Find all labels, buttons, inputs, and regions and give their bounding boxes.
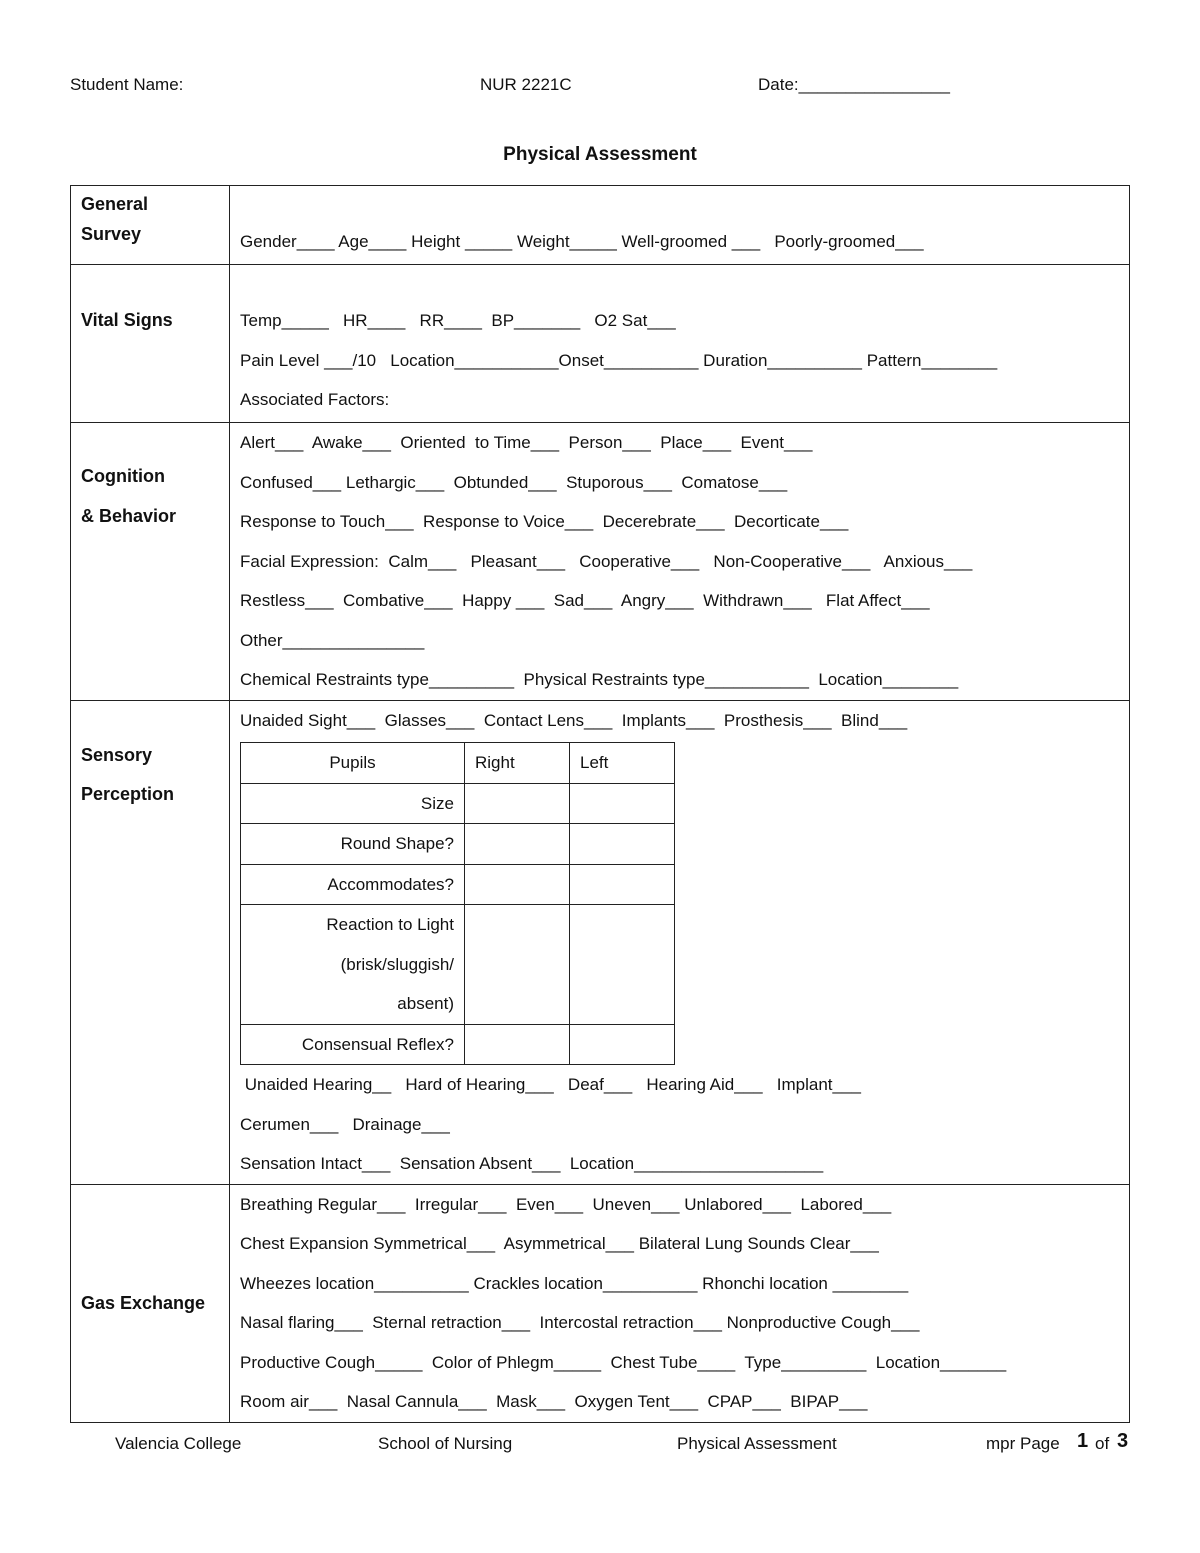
consciousness-line[interactable]: Confused___ Lethargic___ Obtunded___ Stuporous___ Comatose___	[240, 472, 788, 492]
chest-expansion-line[interactable]: Chest Expansion Symmetrical___ Asymmetrical___ Bilateral Lung Sounds Clear___	[240, 1234, 879, 1253]
vital-signs-content[interactable]	[230, 265, 1130, 423]
consensual-right-cell[interactable]	[465, 1024, 570, 1065]
affect-line[interactable]: Restless___ Combative___ Happy ___ Sad___ Angry___ Withdrawn___ Flat Affect___	[240, 591, 930, 610]
gas-exchange-row	[71, 1184, 1130, 1422]
consensual-left-cell[interactable]	[570, 1024, 675, 1065]
page-title: Physical Assessment	[503, 144, 697, 165]
general-survey-line[interactable]: Gender____ Age____ Height _____ Weight_____ Well-groomed ___ Poorly-groomed___	[240, 232, 924, 251]
other-line[interactable]: Other_______________	[240, 630, 425, 650]
hearing-line[interactable]: Unaided Hearing__ Hard of Hearing___ Deaf___ Hearing Aid___ Implant___	[240, 1075, 861, 1094]
footer-page-number: 1	[1077, 1430, 1089, 1452]
reaction-label-2: (brisk/sluggish/	[340, 954, 454, 974]
cerumen-line[interactable]: Cerumen___ Drainage___	[240, 1114, 450, 1134]
general-survey-content[interactable]	[230, 186, 1130, 265]
vital-signs-line[interactable]: Temp_____ HR____ RR____ BP_______ O2 Sat___	[240, 311, 676, 330]
consensual-label: Consensual Reflex?	[301, 1034, 454, 1054]
cognition-content[interactable]	[230, 423, 1130, 701]
footer-college: Valencia College	[115, 1434, 242, 1453]
accommodates-label: Accommodates?	[327, 874, 454, 894]
reaction-left-cell[interactable]	[570, 905, 675, 1025]
footer-of: of	[1095, 1434, 1110, 1453]
footer-doc-title: Physical Assessment	[677, 1434, 837, 1453]
pupils-header: Pupils	[329, 753, 376, 772]
pain-line[interactable]: Pain Level ___/10 Location___________Onset__________ Duration__________ Pattern________	[240, 350, 998, 370]
accommodates-right-cell[interactable]	[465, 864, 570, 905]
reaction-label-3: absent)	[397, 994, 454, 1013]
footer-page-total: 3	[1117, 1430, 1129, 1452]
lung-sounds-line[interactable]: Wheezes location__________ Crackles location__________ Rhonchi location ________	[240, 1273, 909, 1293]
response-line[interactable]: Response to Touch___ Response to Voice___ Decerebrate___ Decorticate___	[240, 512, 849, 531]
table-row	[241, 824, 675, 865]
gas-exchange-label: Gas Exchange	[71, 1184, 230, 1422]
vision-line[interactable]: Unaided Sight___ Glasses___ Contact Lens___ Implants___ Prosthesis___ Blind___	[240, 710, 908, 730]
cough-line[interactable]: Productive Cough_____ Color of Phlegm_____ Chest Tube____ Type_________ Location_______	[240, 1352, 1007, 1372]
table-row	[241, 864, 675, 905]
sensory-row	[71, 700, 1130, 1184]
reaction-label-1: Reaction to Light	[326, 915, 454, 934]
assessment-table	[70, 185, 1130, 1423]
left-header: Left	[580, 753, 609, 772]
retraction-line[interactable]: Nasal flaring___ Sternal retraction___ Intercostal retraction___ Nonproductive Cough___	[240, 1313, 920, 1332]
sensation-line[interactable]: Sensation Intact___ Sensation Absent___ Location____________________	[240, 1154, 824, 1173]
student-name-label: Student Name:	[70, 75, 184, 94]
size-label: Size	[420, 793, 454, 813]
general-survey-label: General Survey	[71, 186, 230, 265]
sensory-label: Sensory Perception	[71, 700, 230, 1184]
accommodates-left-cell[interactable]	[570, 864, 675, 905]
cognition-label: Cognition & Behavior	[71, 423, 230, 701]
oxygen-line[interactable]: Room air___ Nasal Cannula___ Mask___ Oxygen Tent___ CPAP___ BIPAP___	[240, 1392, 868, 1411]
table-row	[241, 1024, 675, 1065]
pupils-table	[240, 742, 675, 1065]
round-shape-label: Round Shape?	[340, 834, 454, 853]
table-row	[241, 783, 675, 824]
round-left-cell[interactable]	[570, 824, 675, 865]
associated-factors-line[interactable]: Associated Factors:	[240, 390, 390, 409]
pupils-header-row	[241, 743, 675, 784]
breathing-line[interactable]: Breathing Regular___ Irregular___ Even___ Uneven___ Unlabored___ Labored___	[240, 1194, 892, 1214]
footer-school: School of Nursing	[378, 1434, 513, 1453]
gas-exchange-content[interactable]	[230, 1184, 1130, 1422]
sensory-content[interactable]	[230, 700, 1130, 1184]
general-survey-row	[71, 186, 1130, 265]
vital-signs-row	[71, 265, 1130, 423]
size-right-cell[interactable]	[465, 783, 570, 824]
restraints-line[interactable]: Chemical Restraints type_________ Physical Restraints type___________ Location________	[240, 670, 959, 689]
round-right-cell[interactable]	[465, 824, 570, 865]
course-code: NUR 2221C	[480, 75, 572, 94]
right-header: Right	[475, 753, 515, 772]
reaction-right-cell[interactable]	[465, 905, 570, 1025]
footer-page-label: mpr Page	[986, 1434, 1060, 1453]
size-left-cell[interactable]	[570, 783, 675, 824]
orientation-line[interactable]: Alert___ Awake___ Oriented to Time___ Person___ Place___ Event___	[240, 433, 813, 452]
cognition-row	[71, 423, 1130, 701]
table-row	[241, 905, 675, 1025]
date-field[interactable]: Date:________________	[758, 75, 950, 94]
vital-signs-label: Vital Signs	[71, 265, 230, 423]
facial-expression-line[interactable]: Facial Expression: Calm___ Pleasant___ Cooperative___ Non-Cooperative___ Anxious___	[240, 551, 973, 571]
